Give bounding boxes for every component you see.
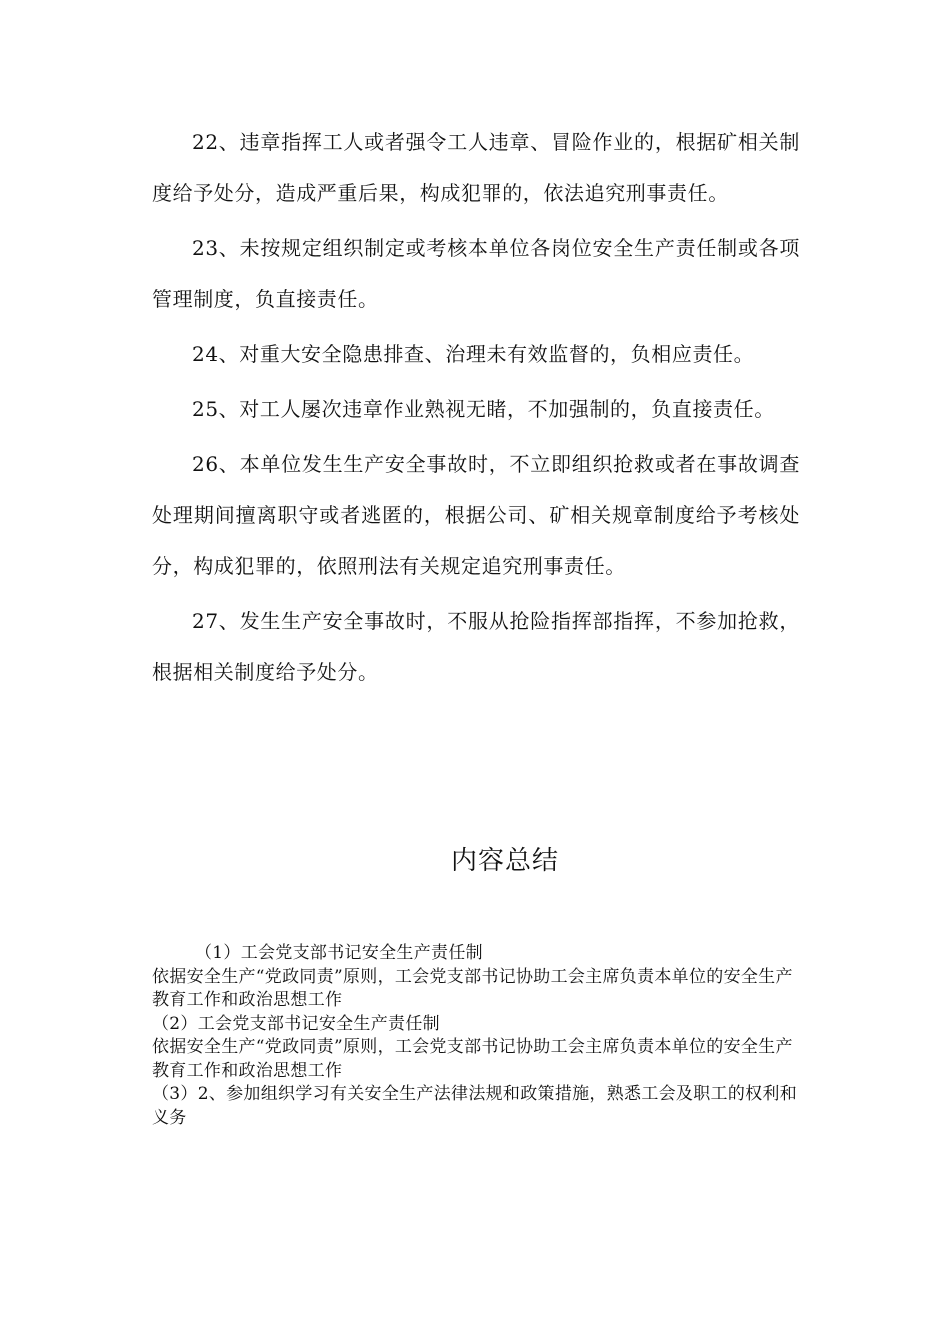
clause-22: 22、违章指挥工人或者强令工人违章、冒险作业的，根据矿相关制度给予处分，造成严重后果，构成犯罪的，依法追究刑事责任。: [152, 130, 800, 205]
summary-item-1-text: 依据安全生产“党政同责”原则，工会党支部书记协助工会主席负责本单位的安全生产教育工作和政治思想工作: [152, 966, 793, 1010]
clause-23: 23、未按规定组织制定或考核本单位各岗位安全生产责任制或各项管理制度，负直接责任。: [152, 236, 800, 311]
responsibility-clauses: [152, 117, 800, 702]
summary-item-2-text: 依据安全生产“党政同责”原则，工会党支部书记协助工会主席负责本单位的安全生产教育工作和政治思想工作: [152, 1037, 793, 1081]
summary-section: [152, 942, 802, 1130]
summary-item-1-heading: （1）工会党支部书记安全生产责任制: [195, 943, 483, 963]
clause-27: 27、发生生产安全事故时，不服从抢险指挥部指挥，不参加抢救，根据相关制度给予处分。: [152, 609, 800, 684]
clause-25: 25、对工人屡次违章作业熟视无睹，不加强制的，负直接责任。: [192, 397, 775, 421]
summary-item-2-heading: （2）工会党支部书记安全生产责任制: [152, 1013, 440, 1034]
summary-title: 内容总结: [450, 846, 559, 876]
summary-item-3-text: （3）2、参加组织学习有关安全生产法律法规和政策措施，熟悉工会及职工的权利和义务: [152, 1084, 798, 1128]
clause-26: 26、本单位发生生产安全事故时，不立即组织抢救或者在事故调查处理期间擅离职守或者逃匿的，根据公司、矿相关规章制度给予考核处分，构成犯罪的，依照刑法有关规定追究刑事责任。: [152, 452, 800, 578]
clause-24: 24、对重大安全隐患排查、治理未有效监督的，负相应责任。: [192, 342, 755, 366]
